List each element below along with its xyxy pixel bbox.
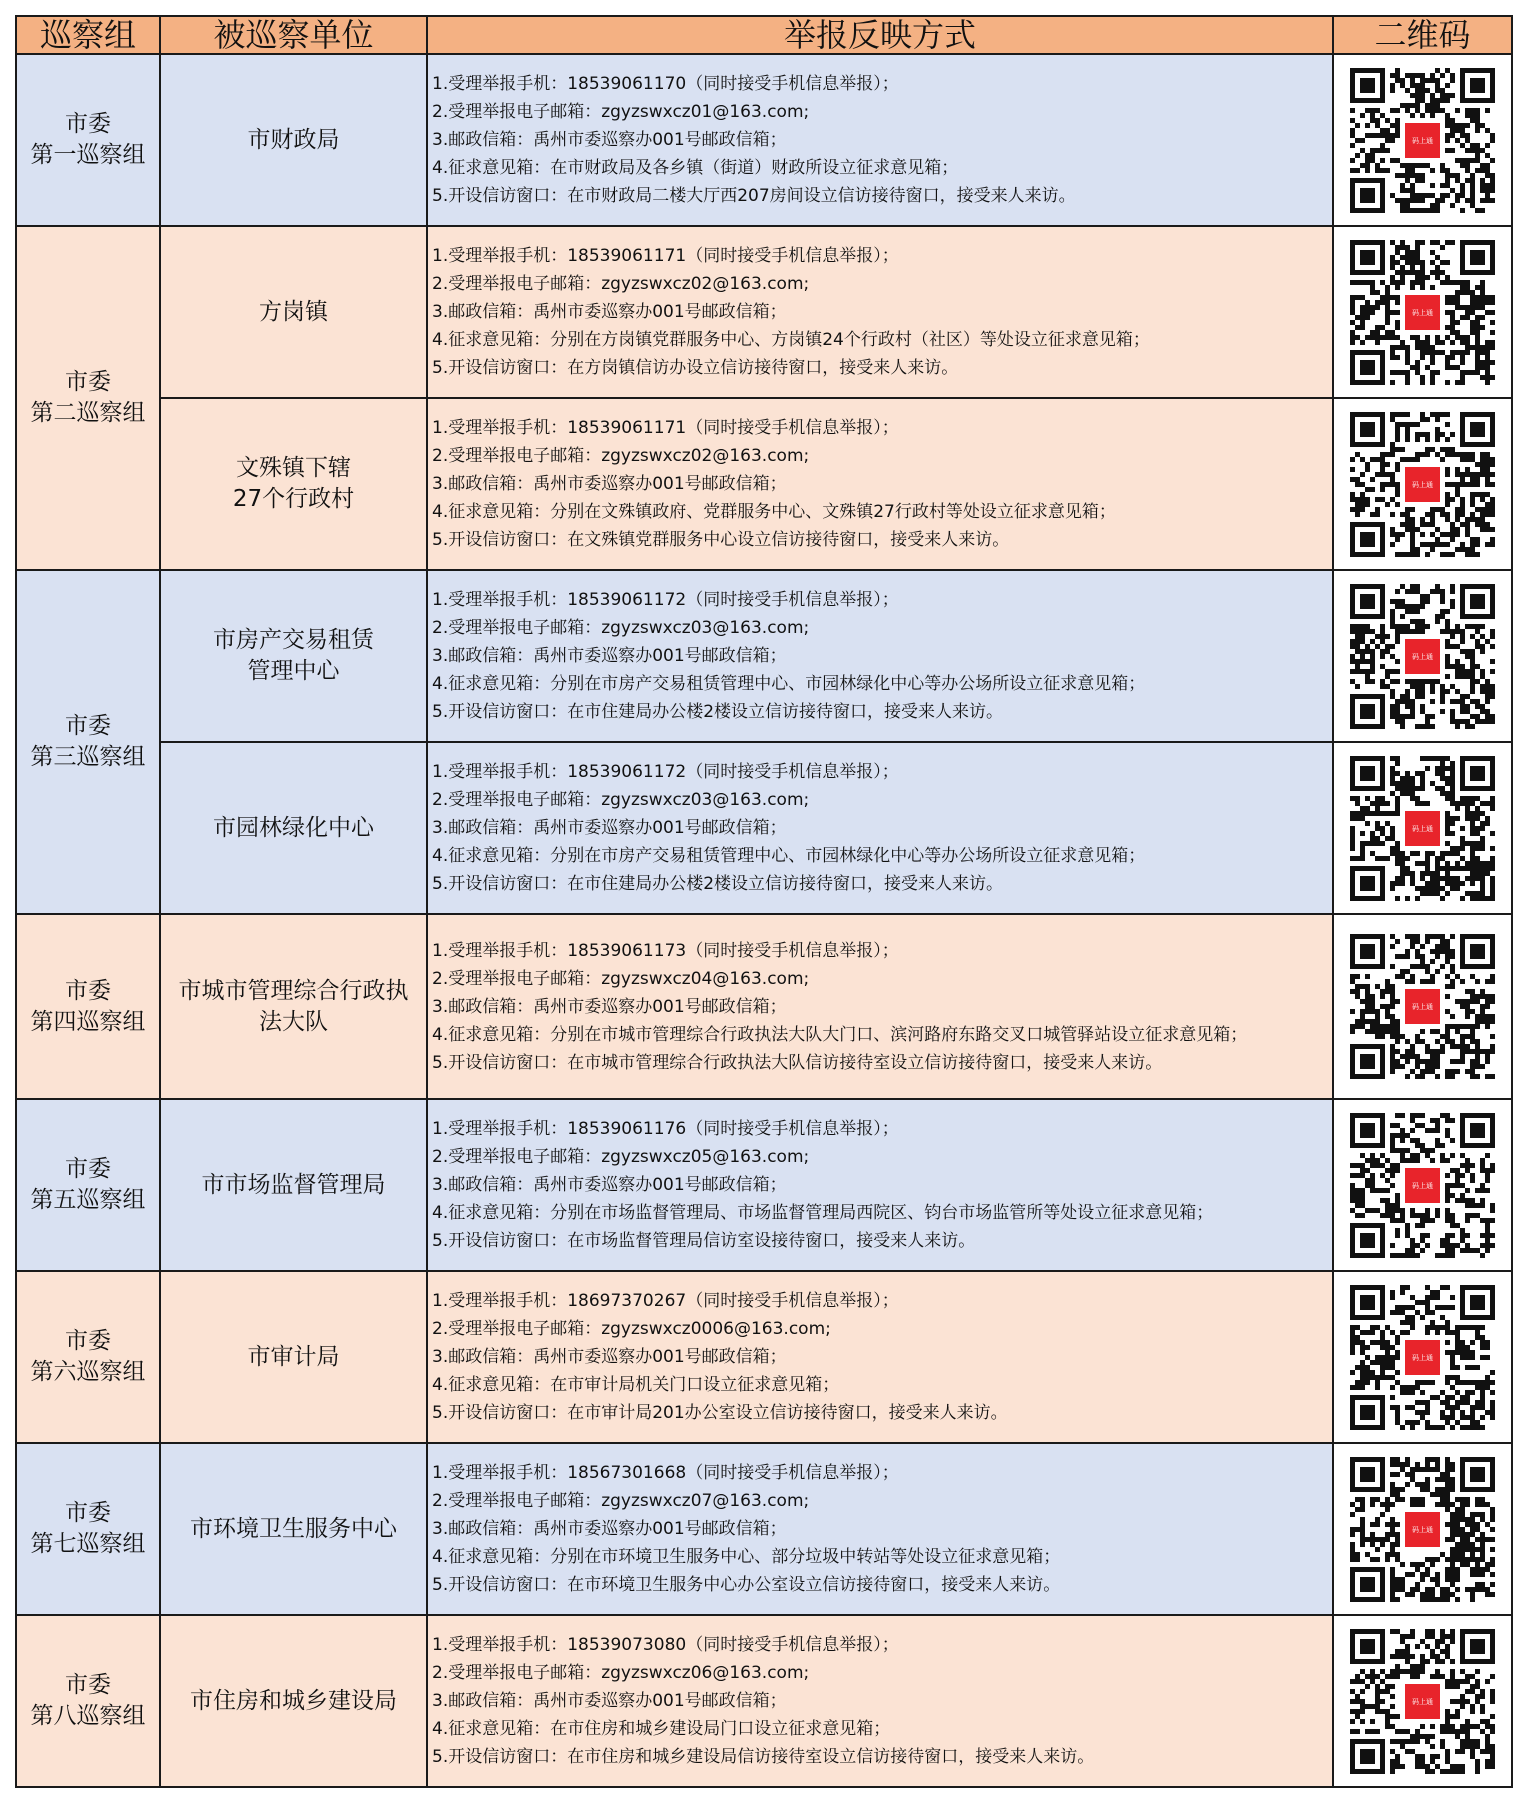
- contact-line: 2.受理举报电子邮箱：zgyzswxcz07@163.com;: [432, 1491, 810, 1511]
- contact-line: 1.受理举报手机：18567301668（同时接受手机信息举报）；: [432, 1463, 899, 1483]
- table-row: [16, 914, 1512, 1099]
- contact-line: 4.征求意见箱：分别在市场监督管理局、市场监督管理局西院区、钧台市场监管所等处设立征求意见箱；: [432, 1203, 1214, 1223]
- table-row: [16, 1099, 1512, 1271]
- qr-code-icon[interactable]: [1334, 1285, 1511, 1430]
- unit-cell: [160, 54, 427, 226]
- contact-line: 2.受理举报电子邮箱：zgyzswxcz0006@163.com;: [432, 1319, 831, 1339]
- group-line: 市委: [65, 1500, 111, 1526]
- qr-cell: [1333, 1443, 1512, 1615]
- qr-cell: [1333, 1615, 1512, 1787]
- group-cell: [16, 1099, 160, 1271]
- group-cell: [16, 914, 160, 1099]
- contact-line: 4.征求意见箱：分别在市房产交易租赁管理中心、市园林绿化中心等办公场所设立征求意见箱；: [432, 846, 1146, 866]
- group-line: 第七巡察组: [30, 1531, 146, 1557]
- group-cell: [16, 226, 160, 570]
- group-line: 市委: [65, 111, 111, 137]
- qr-badge-text: 码上通: [1412, 652, 1433, 661]
- qr-code-icon[interactable]: [1334, 934, 1511, 1079]
- qr-badge-text: 码上通: [1412, 136, 1433, 145]
- contact-line: 3.邮政信箱：禹州市委巡察办001号邮政信箱；: [432, 130, 787, 150]
- qr-code-icon[interactable]: [1334, 240, 1511, 385]
- header-unit: 被巡察单位: [160, 16, 427, 54]
- contact-line: 2.受理举报电子邮箱：zgyzswxcz02@163.com;: [432, 274, 810, 294]
- unit-cell: [160, 398, 427, 570]
- qr-code-icon[interactable]: [1334, 1629, 1511, 1774]
- contact-line: 2.受理举报电子邮箱：zgyzswxcz03@163.com;: [432, 618, 810, 638]
- contact-line: 5.开设信访窗口：在市住建局办公楼2楼设立信访接待窗口，接受来人来访。: [432, 702, 1004, 722]
- group-line: 第三巡察组: [30, 744, 146, 770]
- unit-line: 市环境卫生服务中心: [190, 1515, 397, 1542]
- table-row: [16, 1443, 1512, 1615]
- contact-line: 5.开设信访窗口：在市场监督管理局信访室设接待窗口，接受来人来访。: [432, 1231, 976, 1251]
- contact-cell: [427, 398, 1333, 570]
- contact-line: 3.邮政信箱：禹州市委巡察办001号邮政信箱；: [432, 996, 787, 1017]
- group-cell: [16, 1443, 160, 1615]
- contact-cell: [427, 1443, 1333, 1615]
- contact-line: 5.开设信访窗口：在市审计局201办公室设立信访接待窗口，接受来人来访。: [432, 1403, 1008, 1423]
- unit-line: 市财政局: [247, 126, 340, 153]
- contact-cell: [427, 1271, 1333, 1443]
- contact-line: 3.邮政信箱：禹州市委巡察办001号邮政信箱；: [432, 1519, 787, 1539]
- unit-line: 市城市管理综合行政执: [178, 977, 409, 1004]
- contact-line: 4.征求意见箱：分别在市环境卫生服务中心、部分垃圾中转站等处设立征求意见箱；: [432, 1547, 1061, 1567]
- group-line: 市委: [65, 1156, 111, 1182]
- table-row: [16, 570, 1512, 742]
- contact-cell: [427, 1099, 1333, 1271]
- group-line: 市委: [65, 1672, 111, 1698]
- contact-line: 5.开设信访窗口：在市城市管理综合行政执法大队信访接待室设立信访接待窗口，接受来人来访。: [432, 1052, 1163, 1073]
- header-row: [16, 16, 1512, 54]
- patrol-table: [15, 15, 1513, 1788]
- group-line: 第二巡察组: [30, 400, 146, 426]
- unit-cell: [160, 742, 427, 914]
- group-line: 第一巡察组: [30, 142, 146, 168]
- group-line: 第四巡察组: [30, 1008, 146, 1035]
- unit-line: 市园林绿化中心: [213, 814, 374, 841]
- contact-line: 2.受理举报电子邮箱：zgyzswxcz02@163.com;: [432, 446, 810, 466]
- table-row: [16, 1271, 1512, 1443]
- group-line: 市委: [65, 713, 111, 739]
- unit-line: 方岗镇: [259, 298, 328, 325]
- unit-line: 市住房和城乡建设局: [190, 1687, 397, 1714]
- contact-line: 1.受理举报手机：18539061176（同时接受手机信息举报）；: [432, 1119, 899, 1139]
- unit-line: 法大队: [259, 1008, 328, 1035]
- table-row: [16, 54, 1512, 226]
- unit-line: 市市场监督管理局: [201, 1171, 386, 1198]
- unit-cell: [160, 1443, 427, 1615]
- contact-line: 3.邮政信箱：禹州市委巡察办001号邮政信箱；: [432, 1347, 787, 1367]
- unit-cell: [160, 1099, 427, 1271]
- contact-line: 1.受理举报手机：18539061172（同时接受手机信息举报）；: [432, 590, 899, 610]
- contact-line: 5.开设信访窗口：在市环境卫生服务中心办公室设立信访接待窗口，接受来人来访。: [432, 1575, 1061, 1595]
- unit-cell: [160, 1271, 427, 1443]
- contact-line: 4.征求意见箱：在市财政局及各乡镇（街道）财政所设立征求意见箱；: [432, 158, 959, 178]
- qr-badge-text: 码上通: [1412, 1697, 1433, 1706]
- contact-line: 1.受理举报手机：18539061170（同时接受手机信息举报）；: [432, 74, 899, 94]
- qr-cell: [1333, 1271, 1512, 1443]
- unit-cell: [160, 914, 427, 1099]
- contact-cell: [427, 914, 1333, 1099]
- contact-line: 5.开设信访窗口：在市住建局办公楼2楼设立信访接待窗口，接受来人来访。: [432, 874, 1004, 894]
- contact-line: 3.邮政信箱：禹州市委巡察办001号邮政信箱；: [432, 818, 787, 838]
- unit-cell: [160, 570, 427, 742]
- qr-cell: [1333, 742, 1512, 914]
- qr-cell: [1333, 1099, 1512, 1271]
- unit-line: 27个行政村: [232, 486, 355, 512]
- contact-line: 1.受理举报手机：18539061171（同时接受手机信息举报）；: [432, 246, 899, 266]
- contact-line: 3.邮政信箱：禹州市委巡察办001号邮政信箱；: [432, 646, 787, 666]
- unit-line: 管理中心: [247, 658, 340, 684]
- qr-badge-text: 码上通: [1412, 1003, 1433, 1011]
- unit-line: 市房产交易租赁: [213, 627, 374, 653]
- contact-line: 5.开设信访窗口：在方岗镇信访办设立信访接待窗口，接受来人来访。: [432, 358, 959, 378]
- contact-line: 1.受理举报手机：18539061173（同时接受手机信息举报）；: [432, 940, 899, 961]
- unit-line: 市审计局: [247, 1343, 340, 1370]
- contact-line: 4.征求意见箱：分别在文殊镇政府、党群服务中心、文殊镇27行政村等处设立征求意见箱；: [432, 502, 1116, 522]
- qr-badge-text: 码上通: [1412, 308, 1433, 317]
- contact-cell: [427, 570, 1333, 742]
- table-row: [16, 742, 1512, 914]
- unit-cell: [160, 1615, 427, 1787]
- contact-line: 2.受理举报电子邮箱：zgyzswxcz01@163.com;: [432, 102, 810, 122]
- group-line: 市委: [65, 1328, 111, 1354]
- qr-code-icon[interactable]: [1334, 68, 1511, 213]
- contact-line: 2.受理举报电子邮箱：zgyzswxcz03@163.com;: [432, 790, 810, 810]
- qr-cell: [1333, 570, 1512, 742]
- contact-line: 1.受理举报手机：18539061171（同时接受手机信息举报）；: [432, 418, 899, 438]
- contact-line: 3.邮政信箱：禹州市委巡察办001号邮政信箱；: [432, 302, 787, 322]
- contact-line: 5.开设信访窗口：在市财政局二楼大厅西207房间设立信访接待窗口，接受来人来访。: [432, 186, 1076, 206]
- qr-cell: [1333, 54, 1512, 226]
- contact-cell: [427, 1615, 1333, 1787]
- unit-cell: [160, 226, 427, 398]
- contact-line: 2.受理举报电子邮箱：zgyzswxcz06@163.com;: [432, 1663, 810, 1683]
- group-cell: [16, 570, 160, 914]
- contact-line: 4.征求意见箱：分别在方岗镇党群服务中心、方岗镇24个行政村（社区）等处设立征求意见箱；: [432, 330, 1150, 350]
- qr-code-icon[interactable]: [1334, 756, 1511, 901]
- contact-cell: [427, 742, 1333, 914]
- contact-line: 4.征求意见箱：在市审计局机关门口设立征求意见箱；: [432, 1375, 840, 1395]
- group-cell: [16, 1271, 160, 1443]
- qr-code-icon[interactable]: [1334, 412, 1511, 557]
- table-row: [16, 226, 1512, 398]
- qr-badge-text: 码上通: [1412, 480, 1433, 489]
- table-row: [16, 398, 1512, 570]
- unit-line: 文殊镇下辖: [236, 455, 351, 481]
- contact-line: 3.邮政信箱：禹州市委巡察办001号邮政信箱；: [432, 474, 787, 494]
- qr-code-icon[interactable]: [1334, 584, 1511, 729]
- qr-badge-text: 码上通: [1412, 1525, 1433, 1534]
- contact-line: 4.征求意见箱：分别在市房产交易租赁管理中心、市园林绿化中心等办公场所设立征求意见箱；: [432, 674, 1146, 694]
- contact-line: 3.邮政信箱：禹州市委巡察办001号邮政信箱；: [432, 1691, 787, 1711]
- qr-cell: [1333, 914, 1512, 1099]
- header-group: 巡察组: [16, 16, 160, 54]
- contact-line: 5.开设信访窗口：在市住房和城乡建设局信访接待室设立信访接待窗口，接受来人来访。: [432, 1747, 1095, 1767]
- table-row: [16, 1615, 1512, 1787]
- qr-badge-text: 码上通: [1412, 824, 1433, 833]
- header-qr: 二维码: [1333, 16, 1512, 54]
- group-line: 市委: [65, 977, 111, 1004]
- qr-code-icon[interactable]: [1334, 1113, 1511, 1258]
- qr-code-icon[interactable]: [1334, 1457, 1511, 1602]
- contact-cell: [427, 54, 1333, 226]
- group-line: 第五巡察组: [30, 1187, 146, 1213]
- contact-line: 4.征求意见箱：分别在市城市管理综合行政执法大队大门口、滨河路府东路交叉口城管驿站设立征求意见箱；: [432, 1024, 1248, 1045]
- qr-cell: [1333, 226, 1512, 398]
- contact-line: 2.受理举报电子邮箱：zgyzswxcz04@163.com;: [432, 968, 810, 989]
- contact-line: 5.开设信访窗口：在文殊镇党群服务中心设立信访接待窗口，接受来人来访。: [432, 530, 1010, 550]
- group-cell: [16, 54, 160, 226]
- contact-line: 2.受理举报电子邮箱：zgyzswxcz05@163.com;: [432, 1147, 810, 1167]
- contact-line: 4.征求意见箱：在市住房和城乡建设局门口设立征求意见箱；: [432, 1719, 891, 1739]
- header-contact: 举报反映方式: [427, 16, 1333, 54]
- qr-cell: [1333, 398, 1512, 570]
- contact-line: 1.受理举报手机：18539073080（同时接受手机信息举报）；: [432, 1635, 899, 1655]
- contact-cell: [427, 226, 1333, 398]
- qr-badge-text: 码上通: [1412, 1181, 1433, 1190]
- group-line: 第八巡察组: [30, 1703, 146, 1729]
- contact-line: 1.受理举报手机：18697370267（同时接受手机信息举报）；: [432, 1291, 899, 1311]
- group-line: 第六巡察组: [30, 1359, 146, 1385]
- qr-badge-text: 码上通: [1412, 1353, 1433, 1362]
- contact-line: 3.邮政信箱：禹州市委巡察办001号邮政信箱；: [432, 1175, 787, 1195]
- group-cell: [16, 1615, 160, 1787]
- group-line: 市委: [65, 369, 111, 395]
- contact-line: 1.受理举报手机：18539061172（同时接受手机信息举报）；: [432, 762, 899, 782]
